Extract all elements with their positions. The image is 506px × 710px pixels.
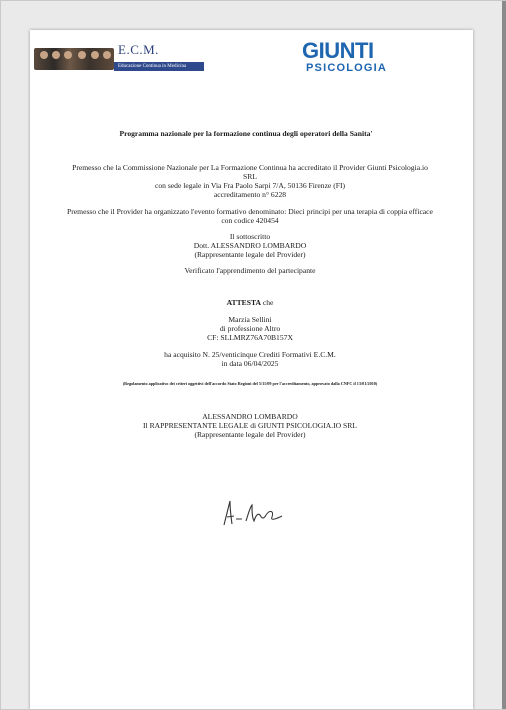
ecm-logo-title: E.C.M. [118, 42, 159, 57]
signatory-role: (Rappresentante legale del Provider) [194, 250, 306, 259]
participant-name: Marzia Sellini [228, 315, 272, 324]
event-line-1: Premesso che il Provider ha organizzato l'evento formativo denominato: Dieci principi per una terapia di coppia efficace [67, 207, 433, 216]
attesta-bold: ATTESTA [226, 298, 261, 307]
closing-role: (Rappresentante legale del Provider) [194, 430, 306, 439]
premise-line-2: SRL [243, 172, 257, 181]
verified-line [60, 266, 440, 275]
premise-line-1: Premesso che la Commissione Nazionale per La Formazione Continua ha accreditato il Provider Giunti Psicologia.io [72, 163, 428, 172]
verified-text: Verificato l'apprendimento del partecipante [184, 266, 316, 275]
signatory-name: Dott. ALESSANDRO LOMBARDO [193, 241, 307, 250]
logo-header [34, 38, 409, 82]
ecm-logo-subtitle: Educazione Continua in Medicina [114, 62, 204, 71]
signatory-intro: Il sottoscritto [229, 232, 271, 241]
event-line-2: con codice 420454 [221, 216, 279, 225]
date-line: in data 06/04/2025 [221, 359, 279, 368]
premise-line-4: accreditamento n° 6228 [213, 190, 287, 199]
window-edge [502, 0, 506, 709]
participant-profession: di professione Altro [219, 324, 281, 333]
regulation-note: (Regolamento applicativo dei criteri oggettivi dell'accordo Stato Regioni del 5/11/09 per l'accreditamento, approvato dalla CNFC il 13/01/2010) [122, 381, 378, 386]
ecm-logo-image [34, 48, 114, 70]
giunti-logo-name: GIUNTI [302, 38, 374, 63]
handwritten-signature [218, 497, 288, 531]
giunti-logo [302, 40, 417, 80]
closing-name: ALESSANDRO LOMBARDO [202, 412, 298, 421]
ecm-logo [34, 42, 204, 74]
credits-line: ha acquisito N. 25/venticinque Crediti Formativi E.C.M. [164, 350, 336, 359]
closing-title: Il RAPPRESENTANTE LEGALE di GIUNTI PSICOLOGIA.IO SRL [143, 421, 357, 430]
premise-line-3: con sede legale in Via Fra Paolo Sarpi 7/A, 50136 Firenze (FI) [154, 181, 346, 190]
attesta-line [60, 298, 440, 307]
giunti-logo-sub: PSICOLOGIA [306, 62, 388, 74]
certificate-heading: Programma nazionale per la formazione continua degli operatori della Sanita' [119, 129, 373, 138]
attesta-rest: che [260, 298, 274, 307]
participant-cf: CF: SLLMRZ76A70B157X [207, 333, 293, 342]
